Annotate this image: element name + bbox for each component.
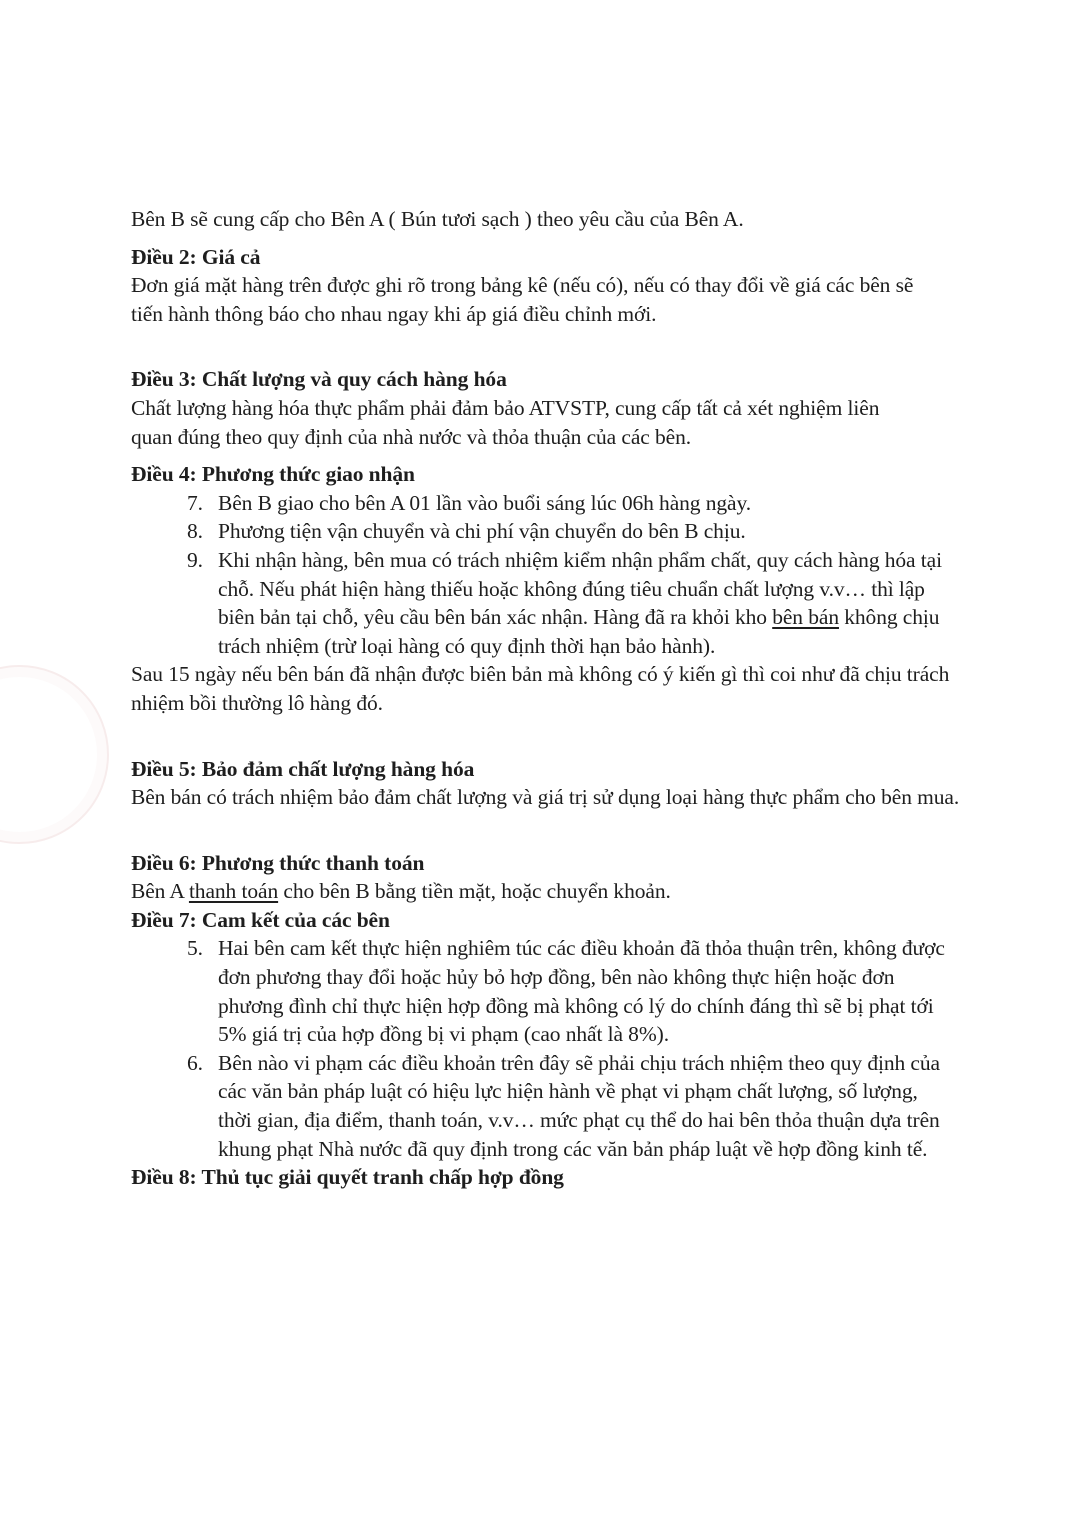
list-item [131,1049,953,1163]
section-footer: Sau 15 ngày nếu bên bán đã nhận được biên bản mà không có ý kiến gì thì coi như đã chịu trách nhiệm bồi thường lô hàng đó. [131,662,950,715]
list-text: Bên B giao cho bên A 01 lần vào buổi sáng lúc 06h hàng ngày. [218,490,752,515]
section-dieu-2 [131,243,971,329]
list-number: 9. [187,547,203,572]
section-body [131,877,971,906]
list-number: 6. [187,1050,203,1075]
section-heading: Điều 5: Bảo đảm chất lượng hàng hóa [131,756,475,781]
list-text: Phương tiện vận chuyển và chi phí vận chuyển do bên B chịu. [218,519,746,544]
list-item [131,517,971,546]
section-body: Chất lượng hàng hóa thực phẩm phải đảm bảo ATVSTP, cung cấp tất cả xét nghiệm liên quan đúng theo quy định của nhà nước và thỏa thuận của các bên. [131,395,880,449]
section-heading: Điều 7: Cam kết của các bên [131,907,390,932]
section-dieu-8 [131,1163,971,1192]
section-body: Đơn giá mặt hàng trên được ghi rõ trong bảng kê (nếu có), nếu có thay đổi về giá các bên sẽ tiến hành thông báo cho nhau ngay khi áp giá điều chỉnh mới. [131,273,914,326]
section-dieu-3 [131,365,971,451]
section-dieu-5 [131,755,971,812]
list-number: 8. [187,519,203,544]
delivery-list [131,489,971,661]
section-heading: Điều 3: Chất lượng và quy cách hàng hóa [131,367,507,392]
intro-paragraph: Bên B sẽ cung cấp cho Bên A ( Bún tươi sạch ) theo yêu cầu của Bên A. [131,207,744,231]
section-dieu-4 [131,460,971,717]
list-text: Khi nhận hàng, bên mua có trách nhiệm kiểm nhận phẩm chất, quy cách hàng hóa tại chỗ. Nếu phát hiện hàng thiếu hoặc không đúng tiêu chuẩn chất lượng v.v… thì lập biên bản tại chỗ, yêu cầu bên bán xác nhận. Hàng đã ra khỏi kho [218,547,942,630]
list-item [131,546,953,660]
list-item [131,934,953,1048]
body-text: Bên A [131,879,189,904]
section-body: Bên bán có trách nhiệm bảo đảm chất lượng và giá trị sử dụng loại hàng thực phẩm cho bên mua. [131,785,960,810]
faint-stamp-mark [0,665,109,844]
list-text: Bên nào vi phạm các điều khoản trên đây sẽ phải chịu trách nhiệm theo quy định của các văn bản pháp luật có hiệu lực hiện hành về phạt vi phạm chất lượng, số lượng, thời gian, địa điểm, thanh toán, v.v… mức phạt cụ thể do hai bên thỏa thuận dựa trên khung phạt Nhà nước đã quy định trong các văn bản pháp luật về hợp đồng kinh tế. [218,1050,940,1161]
section-heading: Điều 2: Giá cả [131,244,261,269]
section-heading: Điều 8: Thủ tục giải quyết tranh chấp hợp đồng [131,1165,564,1190]
contract-body [131,205,971,1192]
list-number: 5. [187,936,203,961]
section-heading: Điều 6: Phương thức thanh toán [131,850,425,875]
list-number: 7. [187,490,203,515]
list-text: không chịu trách nhiệm (trừ loại hàng có quy định thời hạn bảo hành). [218,605,940,658]
list-item [131,489,971,518]
commitment-list [131,934,971,1163]
section-dieu-6 [131,849,971,906]
underlined-text: bên bán [772,605,839,630]
body-text: cho bên B bằng tiền mặt, hoặc chuyển khoản. [278,879,671,904]
section-heading: Điều 4: Phương thức giao nhận [131,462,415,487]
section-dieu-7 [131,906,971,1163]
list-text: Hai bên cam kết thực hiện nghiêm túc các điều khoản đã thỏa thuận trên, không được đơn phương thay đổi hoặc hủy bỏ hợp đồng, bên nào không thực hiện hoặc đơn phương đình chỉ thực hiện hợp đồng mà không có lý do chính đáng thì sẽ bị phạt tới 5% giá trị của hợp đồng bị vi phạm (cao nhất là 8%). [218,936,945,1047]
underlined-text: thanh toán [188,879,279,904]
